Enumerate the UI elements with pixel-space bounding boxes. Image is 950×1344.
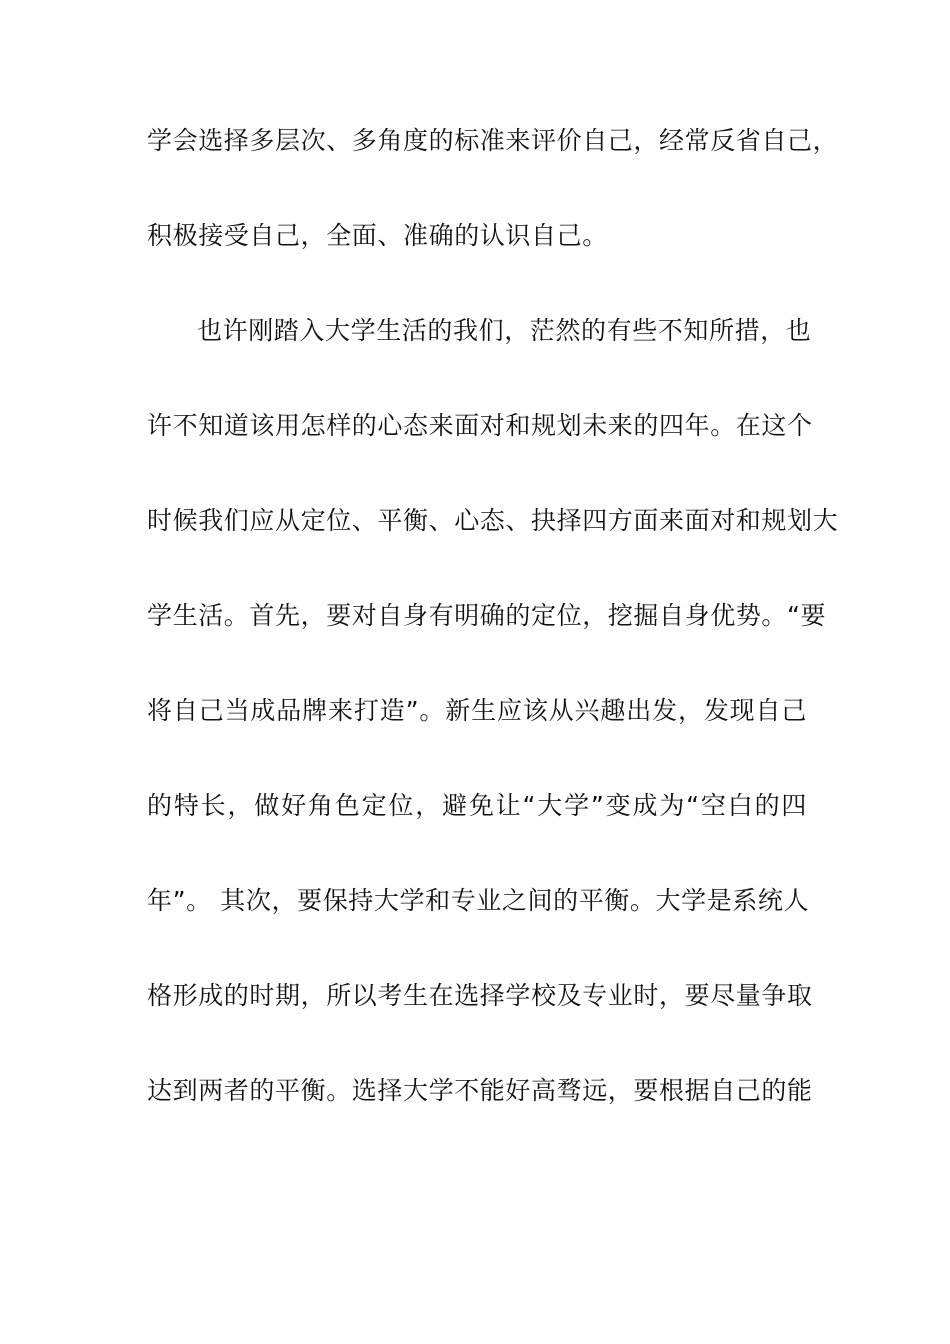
text-line: 学生活。首先，要对自身有明确的定位，挖掘自身优势。“要	[147, 601, 827, 630]
text-line: 积极接受自己，全面、准确的认识自己。	[147, 221, 608, 250]
paragraph-first-line: 也许刚踏入大学生活的我们，茫然的有些不知所措，也	[197, 316, 812, 345]
text-line: 许不知道该用怎样的心态来面对和规划未来的四年。在这个	[147, 411, 813, 440]
text-line: 年”。 其次，要保持大学和专业之间的平衡。大学是系统人	[147, 886, 810, 915]
text-line: 格形成的时期，所以考生在选择学校及专业时，要尽量争取	[147, 981, 813, 1010]
text-line: 达到两者的平衡。选择大学不能好高骛远，要根据自己的能	[147, 1076, 813, 1105]
text-line: 时候我们应从定位、平衡、心态、抉择四方面来面对和规划大	[147, 506, 839, 535]
body-text	[147, 126, 839, 1173]
text-line: 将自己当成品牌来打造”。新生应该从兴趣出发，发现自己	[147, 696, 807, 725]
text-line: 的特长，做好角色定位，避免让“大学”变成为“空白的四	[147, 791, 807, 820]
text-line: 学会选择多层次、多角度的标准来评价自己，经常反省自己，	[147, 126, 839, 155]
